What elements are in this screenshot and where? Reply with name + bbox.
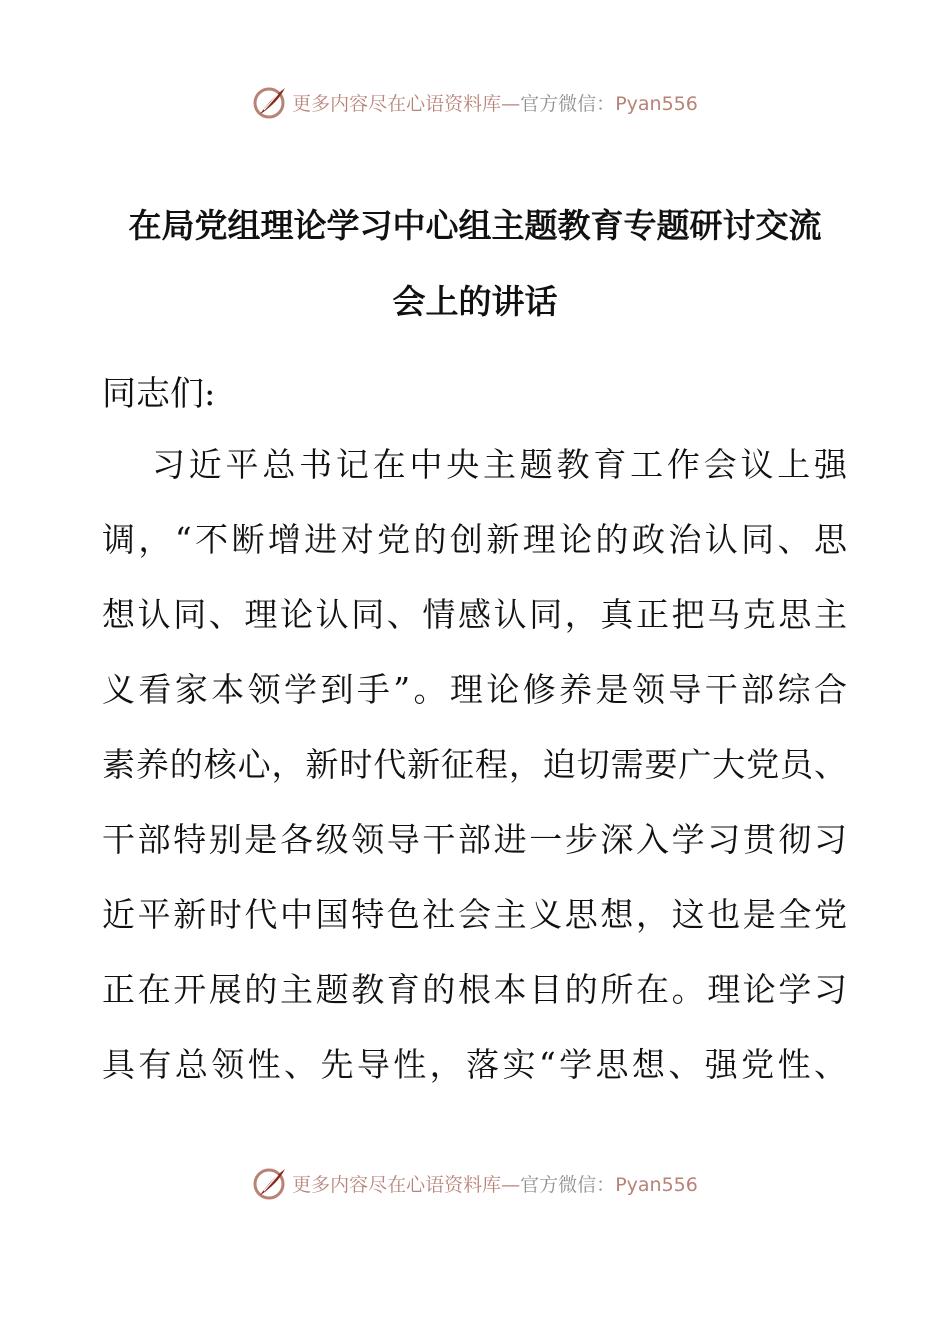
title-line-1: 在局党组理论学习中心组主题教育专题研讨交流 xyxy=(128,206,822,245)
body-line: 近平新时代中国特色社会主义思想，这也是全党 xyxy=(102,895,847,934)
quill-logo-icon xyxy=(252,1165,288,1201)
body-line: 素养的核心，新时代新征程，迫切需要广大党员、 xyxy=(102,745,847,784)
watermark-site-name: 更多内容尽在心语资料库 xyxy=(292,1173,502,1196)
watermark-separator: — xyxy=(501,92,521,115)
body-line: 具有总领性、先导性，落实“学思想、强党性、 xyxy=(102,1045,847,1084)
watermark-separator: — xyxy=(501,1173,521,1196)
watermark-text xyxy=(292,89,698,116)
salutation: 同志们: xyxy=(102,374,216,414)
watermark-wechat-label: 官方微信： xyxy=(520,92,616,115)
body-line: 义看家本领学到手”。理论修养是领导干部综合 xyxy=(102,670,847,709)
watermark-site-name: 更多内容尽在心语资料库 xyxy=(292,92,502,115)
footer-watermark xyxy=(0,1161,950,1205)
quill-logo-icon xyxy=(252,84,288,120)
body-line: 干部特别是各级领导干部进一步深入学习贯彻习 xyxy=(102,820,847,859)
body-line: 想认同、理论认同、情感认同，真正把马克思主 xyxy=(102,595,847,634)
body-line: 习近平总书记在中央主题教育工作会议上强 xyxy=(152,445,847,484)
watermark-text xyxy=(292,1170,698,1197)
watermark-wechat-id: Pyan556 xyxy=(615,92,698,115)
body-line: 正在开展的主题教育的根本目的所在。理论学习 xyxy=(102,970,847,1009)
body-paragraph xyxy=(102,436,862,1111)
body-line: 调，“不断增进对党的创新理论的政治认同、思 xyxy=(102,520,847,559)
document-title xyxy=(0,188,950,340)
watermark-wechat-id: Pyan556 xyxy=(615,1173,698,1196)
watermark-wechat-label: 官方微信： xyxy=(520,1173,616,1196)
header-watermark xyxy=(0,80,950,124)
title-line-2: 会上的讲话 xyxy=(392,282,558,321)
